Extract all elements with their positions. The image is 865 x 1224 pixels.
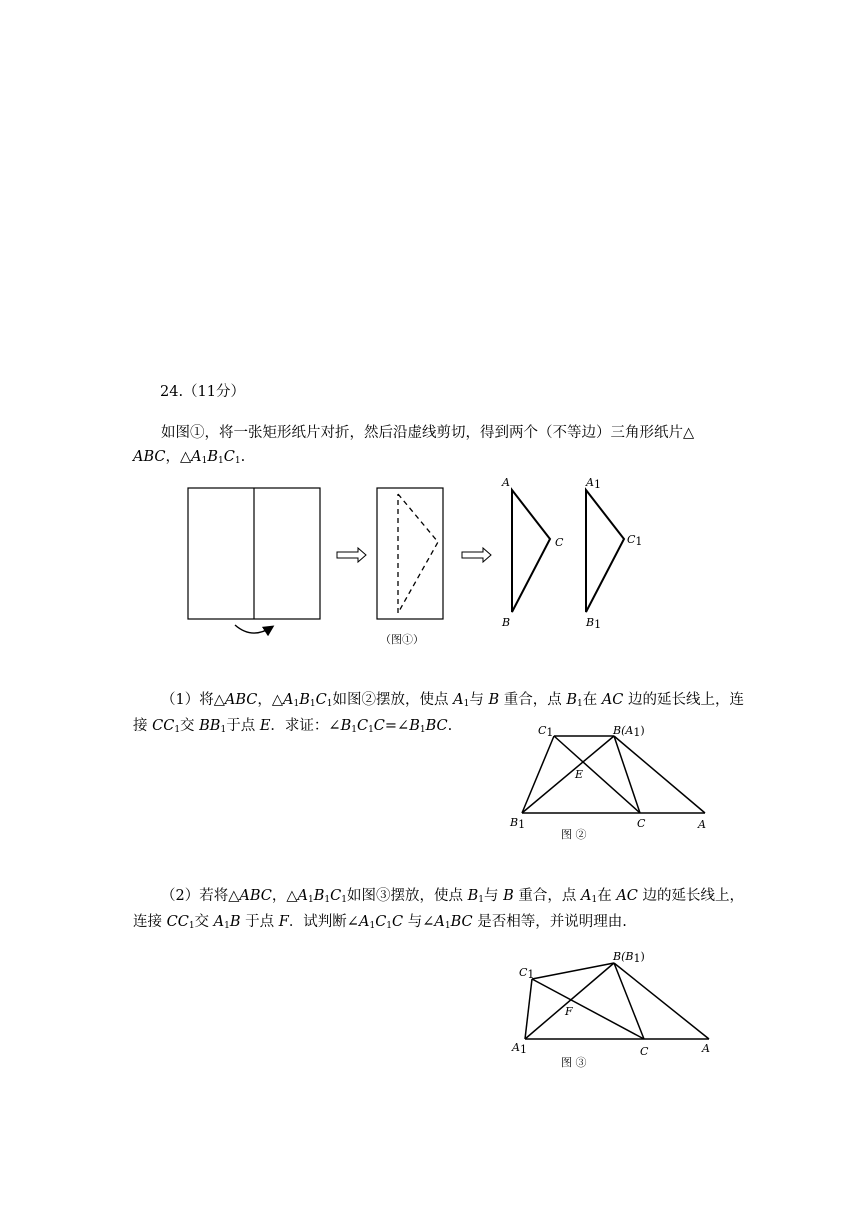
part1-line-2: 接 $CC_1$交 $BB_1$于点 E．求证：$\angle B_1C_1C=\angle B_1BC$. [133,718,453,735]
figure-3 [525,963,709,1039]
part2-line-1: （2）若将△ABC，$\triangle A_1B_1C_1$如图③摆放，使点 $B_1$与 B 重合，点 $A_1$在 AC 边的延长线上， [161,888,744,905]
fig3-label-c1: C1 [519,966,535,981]
fig3-label-f: F [565,1005,573,1018]
segment-a1-b [525,963,614,1039]
fig3-label-a: A [702,1042,710,1055]
triangle-a1b1c1 [586,490,624,612]
figure-1 [188,476,642,646]
label-c1: C1 [627,533,643,548]
label-a1: A1 [586,476,601,491]
figure3-caption: 图 ③ [561,1056,587,1069]
label-b1: B1 [586,616,602,631]
fig2-label-b-a1: B(A1) [613,724,645,739]
fig3-label-c: C [640,1045,649,1058]
segment-c1-b [532,963,614,979]
segment-a1-c1 [525,979,532,1039]
fig2-label-c1: C1 [538,724,554,739]
figure1-caption: （图①） [380,633,424,646]
fig2-label-a: A [698,818,706,831]
intro-line-1: 如图①，将一张矩形纸片对折，然后沿虚线剪切，得到两个（不等边）三角形纸片△ [161,425,695,441]
figure-2 [522,736,705,813]
dashed-cut-line [398,494,438,613]
fig3-label-a1: A1 [512,1041,527,1056]
hollow-arrow-icon [337,548,366,562]
fig2-label-e: E [575,768,584,781]
part2-line-2: 连接 $CC_1$交 $A_1B$ 于点 F．试判断$\angle A_1C_1C$ 与$\angle A_1BC$ 是否相等，并说明理由. [133,914,627,931]
triangle-abc [512,490,550,612]
segment-c1-c [532,979,644,1039]
fig2-label-b1: B1 [510,816,526,831]
segment-b1-c1 [522,736,554,813]
figure2-caption: 图 ② [561,828,587,841]
hollow-arrow-icon [462,548,491,562]
figure-3-labels [511,950,710,1069]
problem-number: 24.（11分） [160,384,246,400]
fig3-label-b-b1: B(B1) [613,950,645,965]
part1-line-1: （1）将△ABC，$\triangle A_1B_1C_1$如图②摆放，使点 $A_1$与 B 重合，点 $B_1$在 AC 边的延长线上，连 [161,692,744,709]
label-c: C [555,536,564,549]
label-a: A [502,476,510,489]
fig2-label-c: C [637,817,646,830]
fold-arrow-icon [235,625,272,633]
label-b: B [502,616,511,629]
intro-line-2: ABC，$\triangle A_1B_1C_1$. [133,449,246,466]
